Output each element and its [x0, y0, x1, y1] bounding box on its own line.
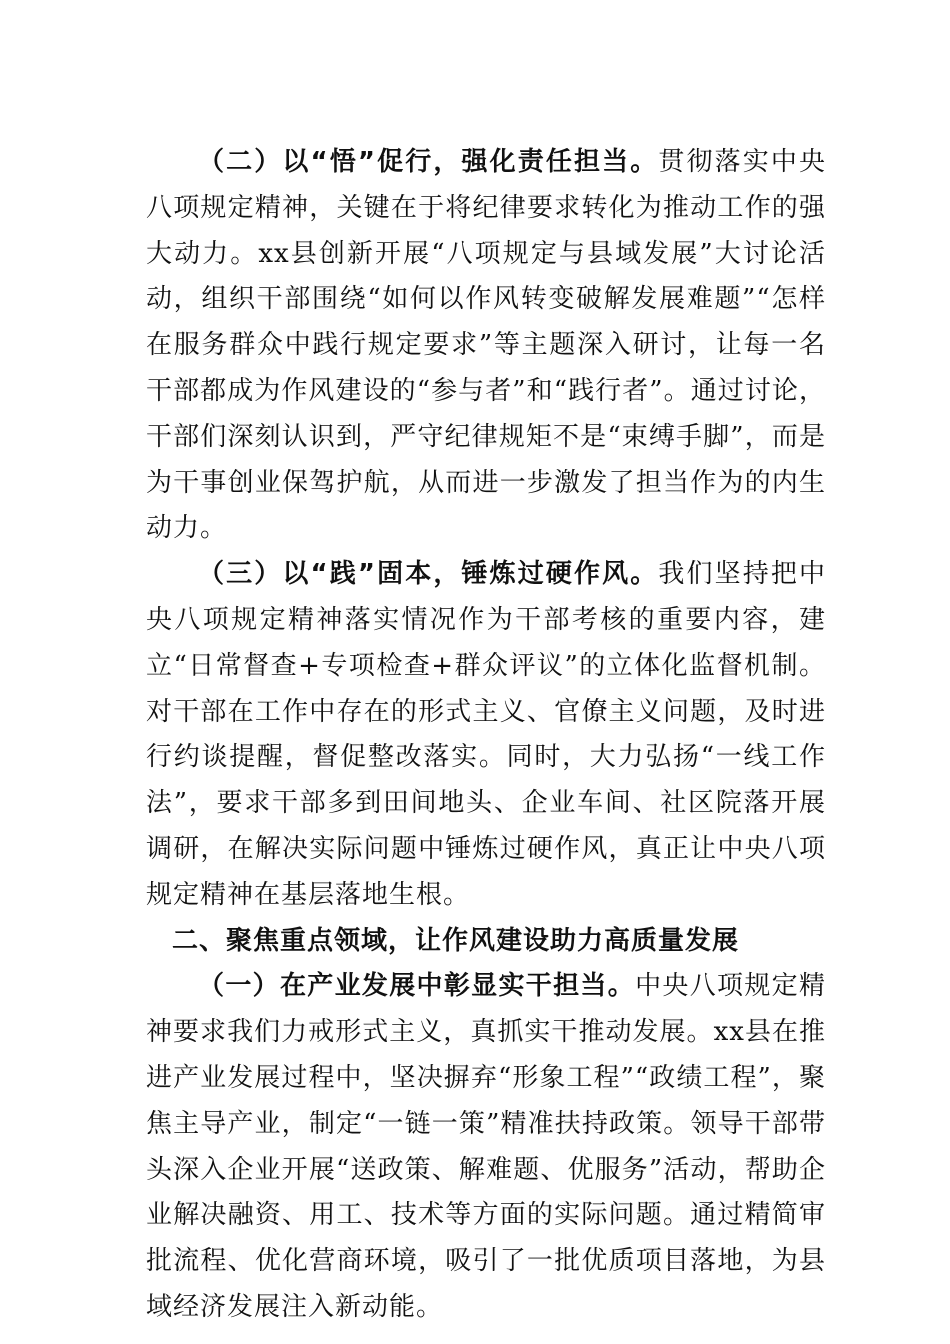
section-heading: 二、聚焦重点领域，让作风建设助力高质量发展	[172, 925, 740, 956]
paragraph-1-industry-development	[146, 964, 826, 1330]
paragraph-lead: （三）以“践”固本，锤炼过硬作风。	[198, 559, 659, 590]
paragraph-text: 我们坚持把中央八项规定精神落实情况作为干部考核的重要内容，建立“日常督查+专项检查+群众评议”的立体化监督机制。对干部在工作中存在的形式主义、官僚主义问题，及时进行约谈提醒，督促整改落实。同时，大力弘扬“一线工作法”，要求干部多到田间地头、企业车间、社区院落开展调研，在解决实际问题中锤炼过硬作风，真正让中央八项规定精神在基层落地生根。	[146, 559, 826, 910]
paragraph-2-strengthen-responsibility	[146, 140, 826, 552]
document-body	[146, 140, 826, 1331]
paragraph-3-temper-work-style	[146, 552, 826, 918]
paragraph-text: 贯彻落实中央八项规定精神，关键在于将纪律要求转化为推动工作的强大动力。xx县创新开展“八项规定与县域发展”大讨论活动，组织干部围绕“如何以作风转变破解发展难题”“怎样在服务群众中践行规定要求”等主题深入研讨，让每一名干部都成为作风建设的“参与者”和“践行者”。通过讨论，干部们深刻认识到，严守纪律规矩不是“束缚手脚”，而是为干事创业保驾护航，从而进一步激发了担当作为的内生动力。	[146, 147, 826, 544]
paragraph-lead: （一）在产业发展中彰显实干担当。	[198, 971, 636, 1002]
paragraph-text: 中央八项规定精神要求我们力戒形式主义，真抓实干推动发展。xx县在推进产业发展过程中，坚决摒弃“形象工程”“政绩工程”，聚焦主导产业，制定“一链一策”精准扶持政策。领导干部带头深入企业开展“送政策、解难题、优服务”活动，帮助企业解决融资、用工、技术等方面的实际问题。通过精简审批流程、优化营商环境，吸引了一批优质项目落地，为县域经济发展注入新动能。	[146, 971, 826, 1322]
paragraph-lead: （二）以“悟”促行，强化责任担当。	[198, 147, 659, 177]
